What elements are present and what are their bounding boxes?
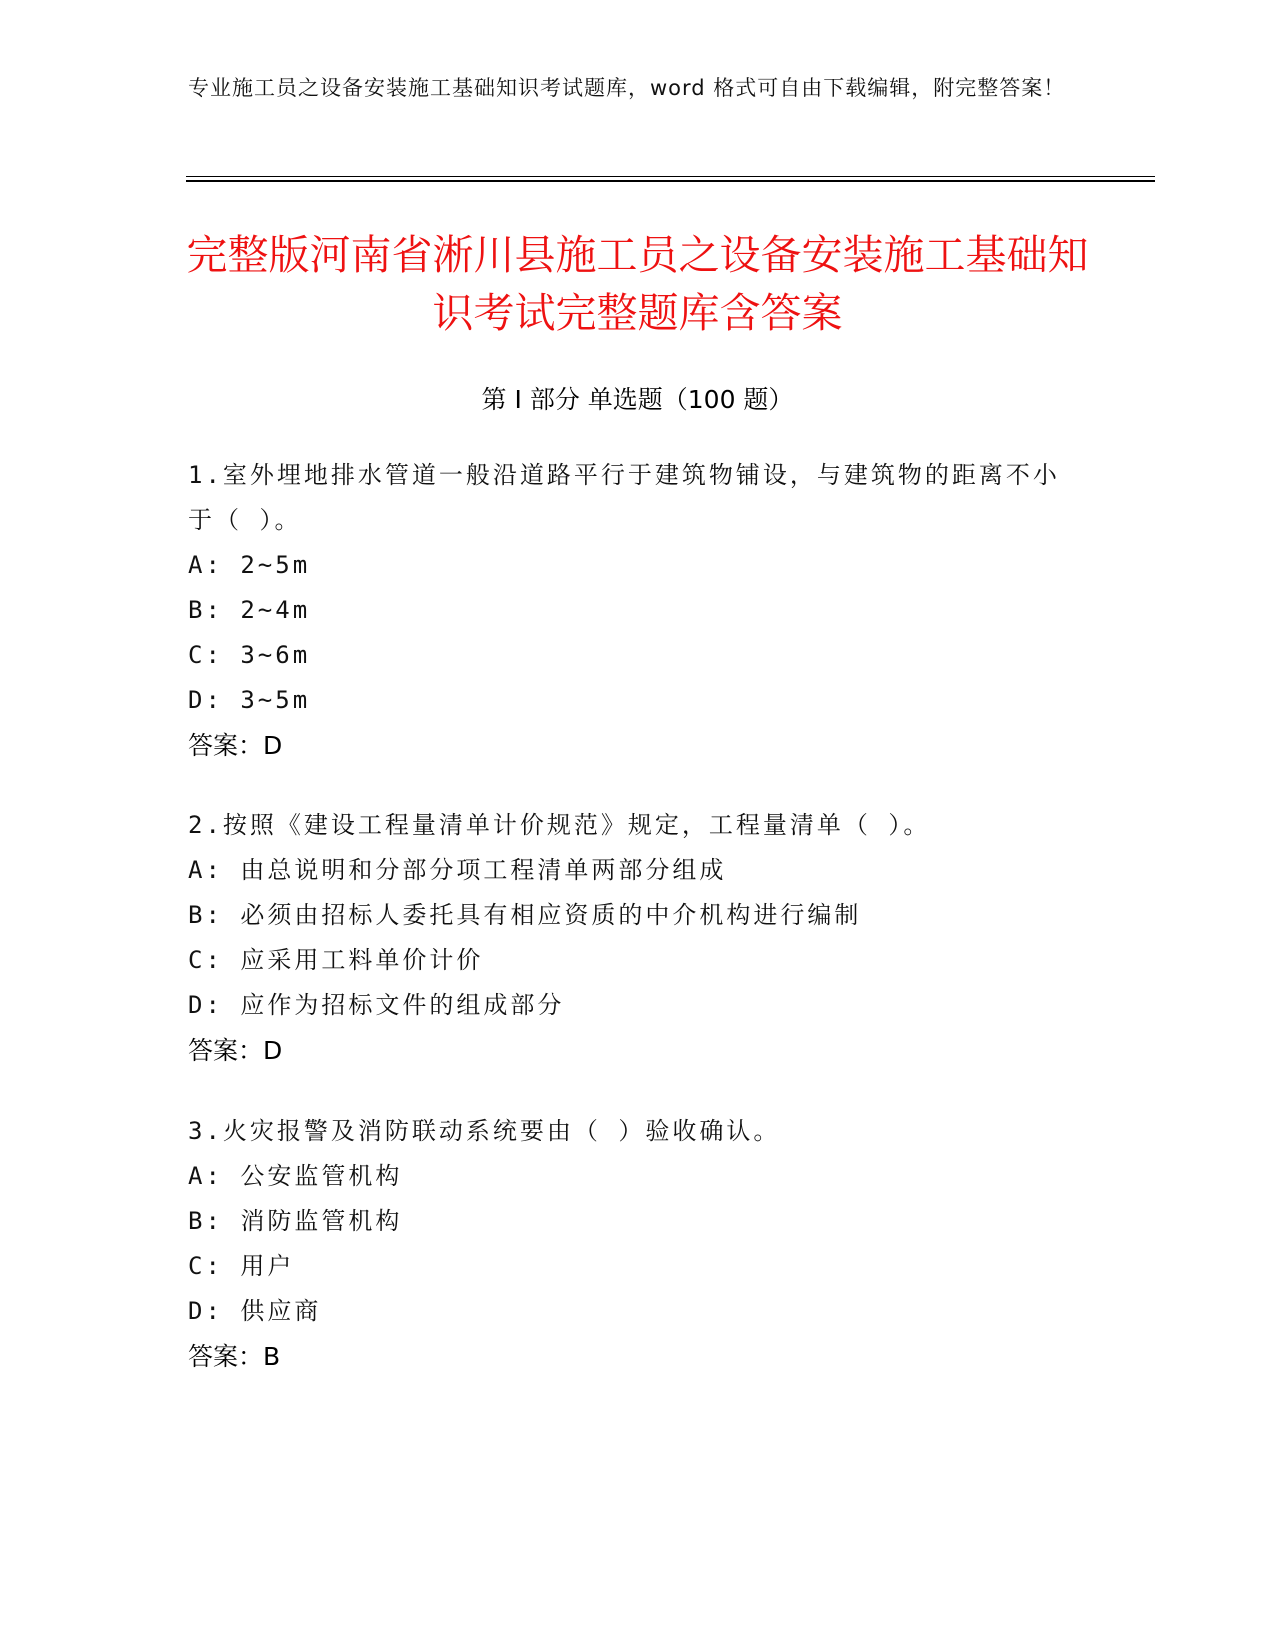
document-title: 完整版河南省淅川县施工员之设备安装施工基础知识考试完整题库含答案 <box>186 231 1089 337</box>
answer-line: 答案：B <box>188 1342 281 1371</box>
header-divider-thin <box>186 176 1155 177</box>
question-3 <box>188 1109 1088 1379</box>
question-stem: 3.火灾报警及消防联动系统要由（ ）验收确认。 <box>188 1117 781 1145</box>
answer-line: 答案：D <box>188 731 283 760</box>
answer-line: 答案：D <box>188 1036 283 1065</box>
question-1 <box>188 453 1088 768</box>
option-c: C: 应采用工料单价计价 <box>188 946 484 974</box>
option-a: A: 2~5m <box>188 551 311 579</box>
option-a: A: 公安监管机构 <box>188 1162 403 1190</box>
header-note: 专业施工员之设备安装施工基础知识考试题库，word 格式可自由下载编辑，附完整答案！ <box>188 76 1066 100</box>
option-a: A: 由总说明和分部分项工程清单两部分组成 <box>188 856 727 884</box>
section-heading: 第 I 部分 单选题（100 题） <box>481 385 794 414</box>
question-stem: 2.按照《建设工程量清单计价规范》规定，工程量清单（ ）。 <box>188 811 931 839</box>
option-c: C: 用户 <box>188 1252 295 1280</box>
question-2 <box>188 803 1088 1073</box>
question-stem: 1.室外埋地排水管道一般沿道路平行于建筑物铺设，与建筑物的距离不小于（ ）。 <box>188 461 1060 534</box>
option-d: D: 供应商 <box>188 1297 322 1325</box>
option-b: B: 必须由招标人委托具有相应资质的中介机构进行编制 <box>188 901 862 929</box>
option-b: B: 2~4m <box>188 596 311 624</box>
option-c: C: 3~6m <box>188 641 311 669</box>
option-d: D: 应作为招标文件的组成部分 <box>188 991 565 1019</box>
header-divider-thick <box>186 180 1155 182</box>
option-d: D: 3~5m <box>188 686 311 714</box>
option-b: B: 消防监管机构 <box>188 1207 403 1235</box>
